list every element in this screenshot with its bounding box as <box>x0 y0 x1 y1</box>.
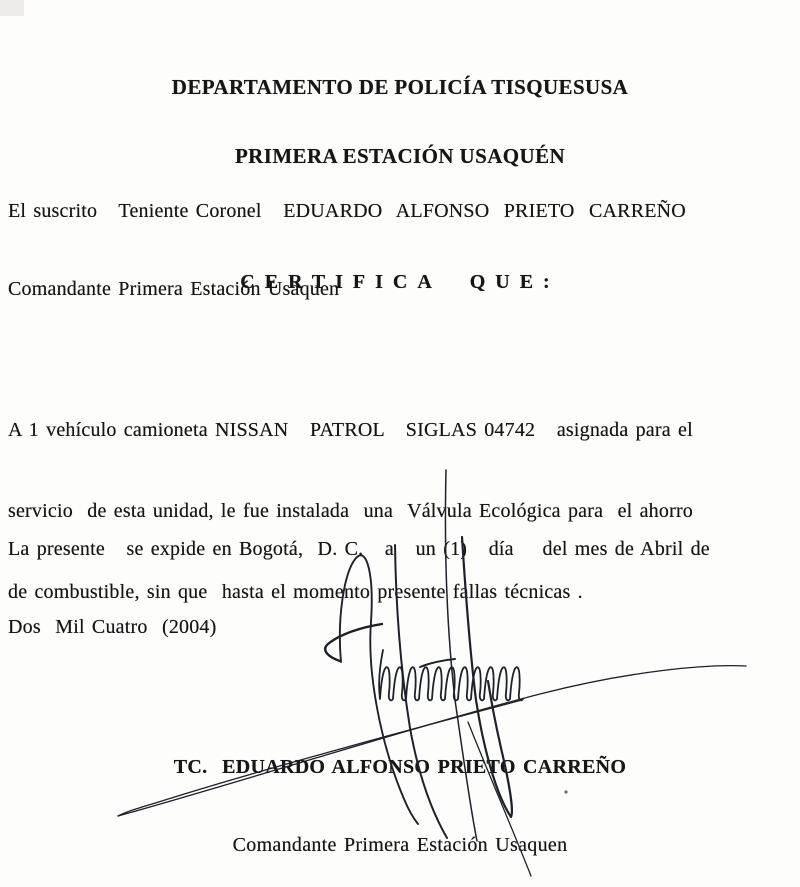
intro-line-2: Comandante Primera Estación Usaquen <box>8 278 340 300</box>
scan-smudge <box>0 0 24 16</box>
header-line-department: DEPARTAMENTO DE POLICÍA TISQUESUSA <box>171 75 629 99</box>
body-line-1: A 1 vehículo camioneta NISSAN PATROL SIGLAS 04742 asignada para el <box>8 419 693 441</box>
body-line-2: servicio de esta unidad, le fue instalada una Válvula Ecológica para el ahorro <box>8 500 694 522</box>
intro-paragraph <box>8 146 794 354</box>
body-line-3: de combustible, sin que hasta el momento presente fallas técnicas . <box>8 581 583 603</box>
header-line-station: PRIMERA ESTACIÓN USAQUÉN <box>234 144 566 168</box>
issuance-paragraph <box>8 484 796 692</box>
certifies-heading: CERTIFICA QUE: <box>240 271 560 293</box>
issuance-line-2: Dos Mil Cuatro (2004) <box>8 616 217 638</box>
issuance-line-1: La presente se expide en Bogotá, D. C. a un (1) día del mes de Abril de <box>8 538 710 560</box>
intro-line-1: El suscrito Teniente Coronel EDUARDO ALFONSO PRIETO CARREÑO <box>8 200 686 222</box>
signatory-title: Comandante Primera Estación Usaquen <box>232 834 568 856</box>
signatory-name: TC. EDUARDO ALFONSO PRIETO CARREÑO <box>173 756 627 778</box>
signature-block <box>0 702 800 887</box>
